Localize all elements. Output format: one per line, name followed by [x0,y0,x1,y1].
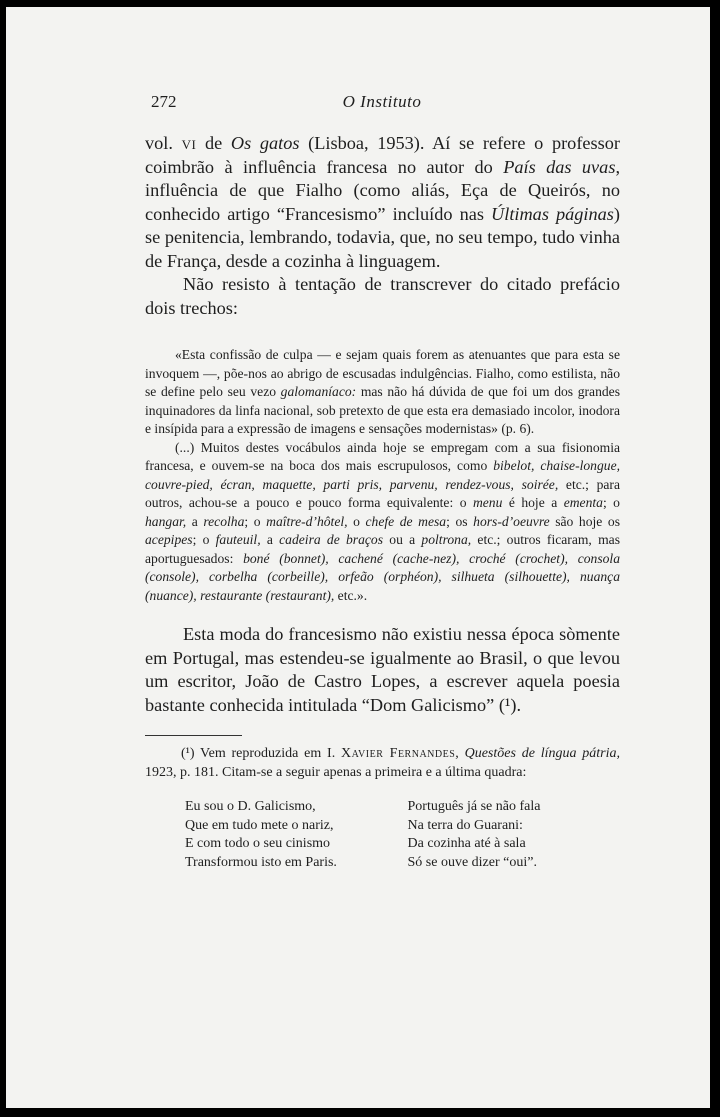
text-run: etc.; para outros, achou-se a pouco e pouco forma equivalente: o [145,476,620,510]
text-run: recolha [203,513,245,529]
paragraph-3 [145,623,620,717]
text-run: vol. [145,133,182,153]
text-run: maître-d’hôtel, [266,513,348,529]
verse-line: Português já se não fala [407,799,541,814]
text-run: País das uvas [503,156,616,177]
page-number: 272 [151,92,177,111]
text-run: etc.». [334,587,368,603]
text-run: de [196,133,231,153]
verse-line: Só se ouve dizer “oui”. [407,854,537,870]
text-run: (Lisboa, 1953). Aí se refere o professor coimbrão à influência francesa no autor do [145,133,620,177]
verse-line: Eu sou o D. Galicismo, [185,799,316,814]
stanza-2 [408,798,621,872]
paragraph-1 [145,132,620,273]
text-run: , [455,746,465,761]
page-body [145,132,620,872]
text-run: hors-d’oeuvre [473,513,550,529]
text-run: vi [181,133,197,153]
quote-paragraph-1 [145,346,620,439]
text-run: chefe de mesa [365,513,447,529]
text-run: ou a [383,532,422,547]
text-run: ; o [244,513,267,529]
verse-line: Que em tudo mete o nariz, [185,817,334,833]
text-run: Xavier Fernandes [341,746,456,761]
text-run: Questões de língua pátria, [464,746,621,761]
quote-paragraph-2 [145,439,620,606]
text-run: acepipes [145,532,193,547]
text-run: o [347,513,366,529]
footnote [145,745,620,782]
text-run: (...) Muitos destes vocábulos ainda hoje se empregam com a sua fisionomia francesa, e ouvem-se na boca dos mais escrupulosos, como [145,439,620,473]
page-header [144,92,620,116]
verse-line: Na terra do Guarani: [407,817,523,833]
text-run: (¹) Vem reproduzida em I. [181,746,341,761]
text-run: são hoje os [549,513,620,529]
text-run: hangar, [145,513,187,529]
text-run: menu [472,495,503,510]
text-run: ; o [192,532,216,547]
block-quote [145,346,620,605]
verse-line: Da cozinha até à sala [407,836,526,851]
text-run: galomaníaco: [280,384,357,399]
text-run: cadeira de braços [279,532,384,547]
text-run: ) se penitencia, lembrando, todavia, que, no seu tempo, tudo vinha de França, desde a cozinha à linguagem. [145,203,620,271]
paragraph-2 [145,273,620,320]
verse-line: Transformou isto em Paris. [185,854,337,870]
text-run: 1923, p. 181. Citam-se a seguir apenas a primeira e a última quadra: [145,764,527,780]
stanza-1 [185,798,398,872]
running-title: O Instituto [342,92,422,111]
verse-line: E com todo o seu cinismo [185,836,331,851]
text-run: ementa [563,495,603,510]
text-run: poltrona, [421,532,472,547]
text-run: Esta moda do francesismo não existiu nessa época sòmente em Portugal, mas estendeu-se igualmente ao Brasil, o que levou um escritor, João de Castro Lopes, a escrever aquela poesia bastante conhecida intitulada “Dom Galicismo” (¹). [145,624,620,715]
text-run: é hoje a [502,495,564,510]
text-run: fauteuil, [215,532,261,547]
text-run: bibelot, chaise-longue, couvre-pied, écran, maquette, parti pris, parvenu, rendez-vous, soirée, [145,458,620,492]
document-page [6,7,710,1108]
text-run: etc.; outros ficaram, mas aportuguesados: [145,532,620,566]
text-run: Últimas páginas [491,203,614,224]
text-run: Os gatos [230,133,300,153]
text-run: , influência de que Fialho (como aliás, Eça de Queirós, no conhecido artigo “Francesismo” incluído nas [145,156,621,224]
text-run: ; os [446,513,474,529]
text-run: mas não há dúvida de que foi um dos grandes inquinadores da linfa nacional, sob pretexto de que esta era demasiado incolor, inodora e insípida para a expressão de imagens e sensações modernistas» (p. 6). [145,384,620,436]
text-run: a [260,532,280,547]
text-run: a [186,513,204,529]
text-run: «Esta confissão de culpa — e sejam quais forem as atenuantes que para esta se invoquem —, põe-nos ao abrigo de escusadas indulgências. Fialho, como estilista, não se define pelo seu vezo [145,347,620,399]
text-run: Não resisto à tentação de transcrever do citado prefácio dois trechos: [145,274,620,318]
text-run: ; o [602,495,620,510]
footnote-separator [145,735,242,736]
verse-block [185,798,620,872]
text-run: boné (bonnet), cachené (cache-nez), croché (crochet), consola (console), corbelha (corbeille), orfeão (orphéon), silhueta (silhouette), nuança (nuance), restaurante (restaurant), [145,550,620,603]
